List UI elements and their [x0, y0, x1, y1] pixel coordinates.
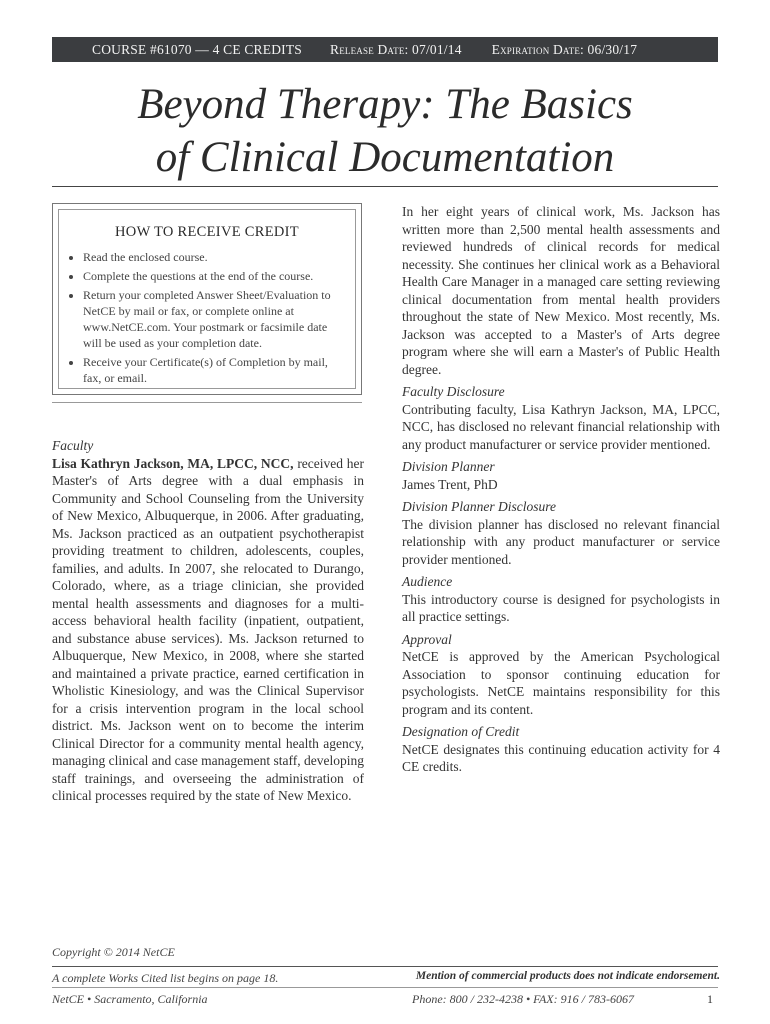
- course-info-column: [402, 203, 720, 781]
- credit-box-heading: HOW TO RECEIVE CREDIT: [115, 224, 299, 240]
- footer-divider: [52, 966, 718, 967]
- credit-steps-list: [59, 249, 355, 386]
- designation-heading: Designation of Credit: [402, 724, 520, 739]
- credit-step: • Read the enclosed course.: [83, 249, 345, 265]
- faculty-heading: Faculty: [52, 438, 94, 453]
- title-line-1: Beyond Therapy: The Basics: [137, 81, 633, 128]
- faculty-name: Lisa Kathryn Jackson, MA, LPCC, NCC,: [52, 455, 294, 471]
- faculty-disclosure-text: Contributing faculty, Lisa Kathryn Jackson, MA, LPCC, NCC, has disclosed no relevant financial relationship with any product manufacturer or service provider mentioned.: [402, 401, 720, 452]
- approval-heading: Approval: [402, 631, 452, 647]
- designation-text: NetCE designates this continuing education activity for 4 CE credits.: [402, 741, 720, 774]
- approval-text: NetCE is approved by the American Psychological Association to sponsor continuing education for psychologists. NetCE maintains responsibility for this program and its content.: [402, 649, 720, 717]
- title-divider: [52, 186, 718, 187]
- audience-heading: Audience: [402, 574, 453, 589]
- title-line-2: of Clinical Documentation: [155, 134, 615, 181]
- division-planner-heading: Division Planner: [402, 459, 495, 474]
- document-title: [52, 78, 718, 184]
- faculty-section: [52, 433, 364, 810]
- credit-box-inner-border: [58, 209, 356, 389]
- course-header-bar: [52, 37, 718, 62]
- audience-text: This introductory course is designed for psychologists in all practice settings.: [402, 591, 720, 624]
- expiration-date: Expiration Date: 06/30/17: [491, 41, 638, 57]
- left-column-divider: [52, 402, 362, 403]
- endorsement-note: Mention of commercial products does not indicate endorsement.: [415, 970, 720, 982]
- division-disclosure-heading: Division Planner Disclosure: [402, 499, 556, 514]
- contact-info: Phone: 800 / 232-4238 • FAX: 916 / 783-6067: [412, 992, 634, 1006]
- release-date: Release Date: 07/01/14: [330, 41, 462, 57]
- publisher-location: NetCE • Sacramento, California: [52, 992, 208, 1006]
- course-number: COURSE #61070 — 4 CE CREDITS: [92, 41, 302, 57]
- faculty-bio: received her Master's of Arts degree with a dual emphasis in Community and School Counseling from the University of New Mexico, Albuquerque, in 2006. After graduating, Ms. Jackson practiced as an outpatient psychotherapist providing treatment to children, adolescents, couples, families, and adults. In 2007, she relocated to Durango, Colorado, where, as a triage clinician, she provided mental health assessments and diagnoses for a multi-access behavioral health facility (inpatient, outpatient, and substance abuse services). Ms. Jackson returned to Albuquerque, New Mexico, in 2008, where she started and maintained a private practice, earned certification in Wholistic Kinesiology, and was the Clinical Supervisor for a crisis intervention program in the local school district. Ms. Jackson went on to become the interim Clinical Director for a community mental health agency, managing clinical and case management staff, developing staff trainings, and overseeing the administration of clinical processes required by the state of New Mexico.: [52, 455, 365, 803]
- faculty-disclosure-heading: Faculty Disclosure: [402, 384, 505, 399]
- works-cited-note: A complete Works Cited list begins on page 18.: [52, 971, 279, 985]
- page-number: 1: [707, 992, 713, 1006]
- footer-divider-2: [52, 987, 718, 988]
- faculty-bio-continued: In her eight years of clinical work, Ms. Jackson has written more than 2,500 mental health assessments and reviewed hundreds of clinical records for medical necessity. She continues her clinical work as a Behavioral Health Care Manager in a managed care setting reviewing clinical documentation from mental health providers throughout the state of New Mexico. Most recently, Ms. Jackson was accepted to a Master's of Arts degree program where she will earn a Master's of Public Health degree.: [402, 204, 720, 377]
- copyright-notice: Copyright © 2014 NetCE: [52, 945, 175, 959]
- faculty-bio-paragraph: [52, 455, 364, 805]
- credit-step: • Complete the questions at the end of the course.: [83, 268, 345, 284]
- credit-instructions-box: [52, 203, 362, 395]
- credit-step: • Return your completed Answer Sheet/Evaluation to NetCE by mail or fax, or complete online at www.NetCE.com. Your postmark or facsimile date will be used as your completion date.: [83, 287, 345, 351]
- credit-step: • Receive your Certificate(s) of Completion by mail, fax, or email.: [83, 354, 345, 386]
- division-disclosure-text: The division planner has disclosed no relevant financial relationship with any product manufacturer or service provider mentioned.: [402, 516, 720, 567]
- division-planner-name: James Trent, PhD: [402, 476, 498, 492]
